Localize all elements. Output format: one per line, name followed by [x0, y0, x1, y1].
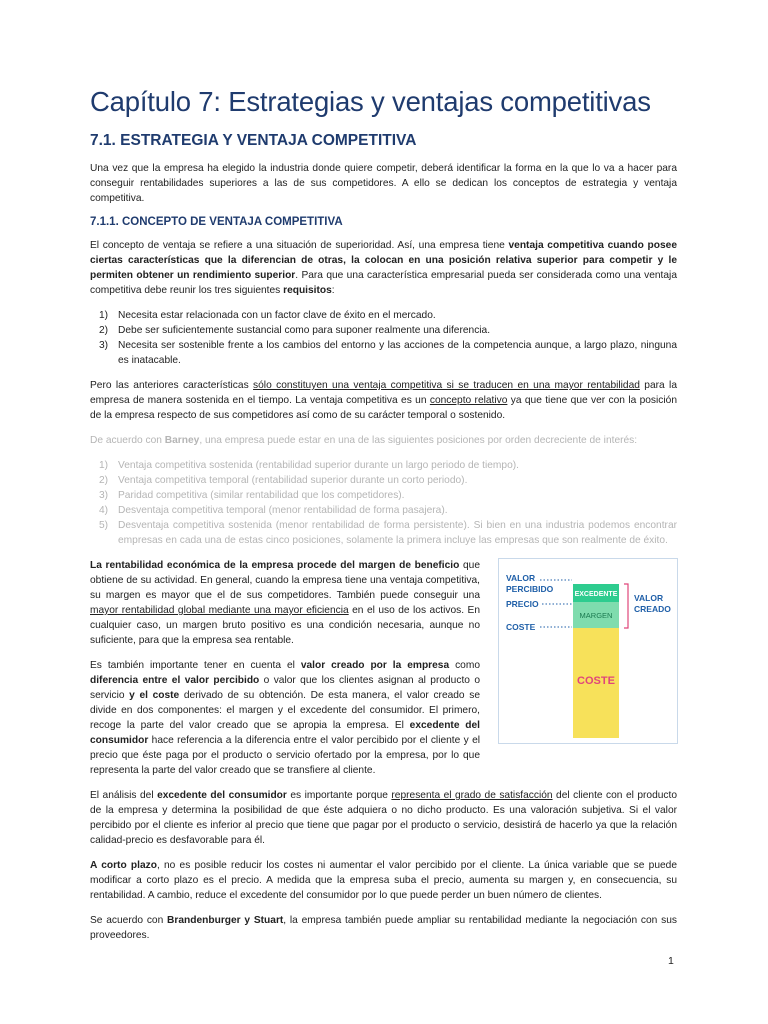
list-item: 3) Necesita ser sostenible frente a los cambios del entorno y las acciones de la competencia aunque, a largo plazo, ninguna es inatacable. [99, 340, 677, 366]
paragraph-margen: La rentabilidad económica de la empresa procede del margen de beneficio que obtiene de su actividad. En general, cuando la empresa tiene una ventaja competitiva, su margen es mayor que el de sus competidores. También puede conseguir una mayor rentabilidad global mediante una mayor eficiencia en el uso de los activos. En cualquier caso, un margen bruto positivo es una condición necesaria, aunque no suficiente, para que la empresa sea rentable. [90, 560, 480, 646]
figure-section [90, 558, 677, 778]
document-page [90, 86, 677, 953]
left-column [90, 558, 480, 778]
valor-creado-label: VALOR [634, 593, 664, 603]
coste-axis-label: COSTE [506, 622, 536, 632]
list-item: 1) Necesita estar relacionada con un factor clave de éxito en el mercado. [99, 310, 436, 321]
list-item: 5) Desventaja competitiva sostenida (menor rentabilidad de forma persistente). Si bien en una industria podemos encontrar empresas en cada una de estas cinco posiciones, solamente la primera incluye las empresas que son realmente de éxito. [99, 520, 677, 546]
precio-label: PRECIO [506, 599, 539, 609]
list-item: 1) Ventaja competitiva sostenida (rentabilidad superior durante un largo periodo de tiempo). [99, 460, 519, 471]
paragraph-valor-creado: Es también importante tener en cuenta el valor creado por la empresa como diferencia entre el valor percibido o valor que los clientes asignan al producto o servicio y el coste derivado de su obtención. De esta manera, el valor creado se divide en dos componentes: el margen y el excedente del consumidor. El primero, recoge la parte del valor creado que se apropia la empresa. El excedente del consumidor hace referencia a la diferencia entre el valor percibido por el cliente y el precio que éste paga por el producto o servicio ofertado por la empresa, por lo que representa la parte del valor creado que se transfiere al cliente. [90, 660, 480, 776]
list-item: 3) Paridad competitiva (similar rentabilidad que los competidores). [99, 490, 405, 501]
intro-paragraph: Una vez que la empresa ha elegido la industria donde quiere competir, deberá identificar la forma en la que lo va a hacer para conseguir rentabilidades superiores a las de sus competidores. A ello se dedican los conceptos de estrategia y ventaja competitiva. [90, 163, 677, 204]
paragraph-ventaja: El concepto de ventaja se refiere a una situación de superioridad. Así, una empresa tiene ventaja competitiva cuando posee ciertas características que la diferencian de otras, la colocan en una posición relativa superior para competir y le permiten obtener un rendimiento superior. Para que una característica empresarial pueda ser considerada como una ventaja competitiva debe reunir los tres siguientes requisitos: [90, 240, 677, 296]
list-item: 4) Desventaja competitiva temporal (menor rentabilidad de forma pasajera). [99, 505, 448, 516]
paragraph-excedente: El análisis del excedente del consumidor es importante porque representa el grado de satisfacción del cliente con el producto de la empresa y determina la posibilidad de que éste adquiera o no dicho producto. Es una valoración subjetiva. Si el valor percibido por el cliente es inferior al precio que tiene que pagar por el producto o servicio, desistirá de hacerlo ya que la relación calidad-precio es desfavorable para él. [90, 790, 677, 846]
paragraph-barney: De acuerdo con Barney, una empresa puede estar en una de las siguientes posiciones por orden decreciente de interés: [90, 435, 638, 446]
excedente-label: EXCEDENTE [574, 591, 618, 598]
page-number: 1 [668, 955, 674, 967]
paragraph-brandenburger: Se acuerdo con Brandenburger y Stuart, la empresa también puede ampliar su rentabilidad mediante la negociación con sus proveedores. [90, 915, 677, 941]
list-item: 2) Debe ser suficientemente sustancial como para suponer realmente una diferencia. [99, 325, 491, 336]
valor-percibido-label: VALOR [506, 573, 536, 583]
margen-label: MARGEN [579, 611, 613, 620]
paragraph-corto-plazo: A corto plazo, no es posible reducir los costes ni aumentar el valor percibido por el cliente. La única variable que se puede modificar a corto plazo es el precio. A medida que la empresa suba el precio, aumenta su margen y, en consecuencia, su rentabilidad. A cambio, reduce el excedente del consumidor por lo que puede perder un buen número de clientes. [90, 860, 677, 901]
section-title: 7.1. ESTRATEGIA Y VENTAJA COMPETITIVA [90, 132, 417, 149]
paragraph-rentabilidad: Pero las anteriores características sólo constituyen una ventaja competitiva si se traducen en una mayor rentabilidad para la empresa de manera sostenida en el tiempo. La ventaja competitiva es un concepto relativo ya que tiene que ver con la posición de la empresa respecto de sus competidores así como de su carácter temporal o sostenido. [90, 380, 677, 421]
list-item: 2) Ventaja competitiva temporal (rentabilidad superior durante un corto periodo). [99, 475, 468, 486]
valor-percibido-label-2: PERCIBIDO [506, 584, 554, 594]
valor-creado-label-2: CREADO [634, 604, 671, 614]
requisitos-list [90, 308, 677, 368]
coste-bar-label: COSTE [577, 675, 615, 687]
chapter-title: Capítulo 7: Estrategias y ventajas competitivas [90, 86, 651, 117]
posiciones-list [90, 458, 677, 548]
value-diagram [498, 558, 678, 744]
subsection-title: 7.1.1. CONCEPTO DE VENTAJA COMPETITIVA [90, 216, 343, 228]
